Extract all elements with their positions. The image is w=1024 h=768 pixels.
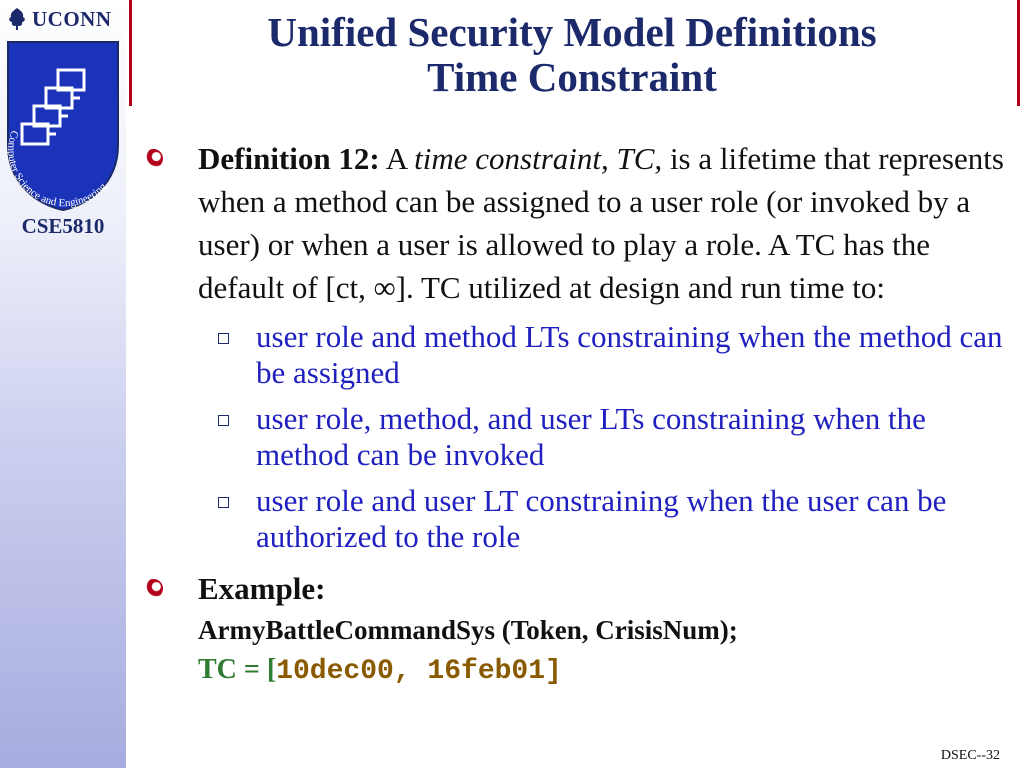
square-bullet-icon — [218, 415, 229, 426]
definition-bullet — [138, 137, 1018, 309]
definition-article: A — [385, 141, 407, 176]
tc-value: 10dec00, 16feb01] — [276, 656, 562, 687]
example-call: ArmyBattleCommandSys (Token, CrisisNum); — [198, 615, 738, 645]
cse-department-logo — [2, 40, 124, 212]
example-bullet — [138, 567, 1018, 610]
bullet-mark-icon — [144, 579, 163, 598]
sub-bullet-text: user role and user LT constraining when the user can be authorized to the role — [256, 483, 947, 554]
uconn-header — [6, 6, 122, 32]
title-line-2: Time Constraint — [427, 54, 717, 100]
sub-bullet-1 — [138, 319, 1018, 391]
sidebar — [0, 0, 126, 768]
sub-bullet-2 — [138, 401, 1018, 473]
tc-line — [138, 650, 1018, 692]
definition-italic-term: time constraint, TC, — [414, 141, 663, 176]
sub-bullet-text: user role, method, and user LTs constraining when the method can be invoked — [256, 401, 926, 472]
sub-bullet-3 — [138, 483, 1018, 555]
square-bullet-icon — [218, 333, 229, 344]
definition-text: is a lifetime that represents when a method can be assigned to a user role (or invoked by a user) or when a user is allowed to play a role. A TC has the default of [ct, ∞]. TC utilized at design and run time to: — [198, 141, 1004, 305]
divider-right — [1017, 0, 1020, 106]
tc-label: TC = [ — [198, 654, 277, 685]
course-code: CSE5810 — [21, 214, 105, 238]
example-label: Example: — [198, 571, 326, 606]
sub-bullet-text: user role and method LTs constraining when the method can be assigned — [256, 319, 1003, 390]
slide-title — [132, 10, 1012, 100]
uconn-logo-text: UCONN — [32, 6, 112, 31]
square-bullet-icon — [218, 497, 229, 508]
definition-term: Definition 12: — [198, 141, 380, 176]
title-line-1: Unified Security Model Definitions — [267, 9, 877, 55]
slide-content — [138, 137, 1018, 692]
logo-arc-text: Computer Science and Engineering — [5, 129, 109, 210]
slide-number: DSEC--32 — [940, 748, 1000, 763]
oak-leaf-icon — [6, 7, 28, 31]
bullet-mark-icon — [144, 149, 163, 168]
